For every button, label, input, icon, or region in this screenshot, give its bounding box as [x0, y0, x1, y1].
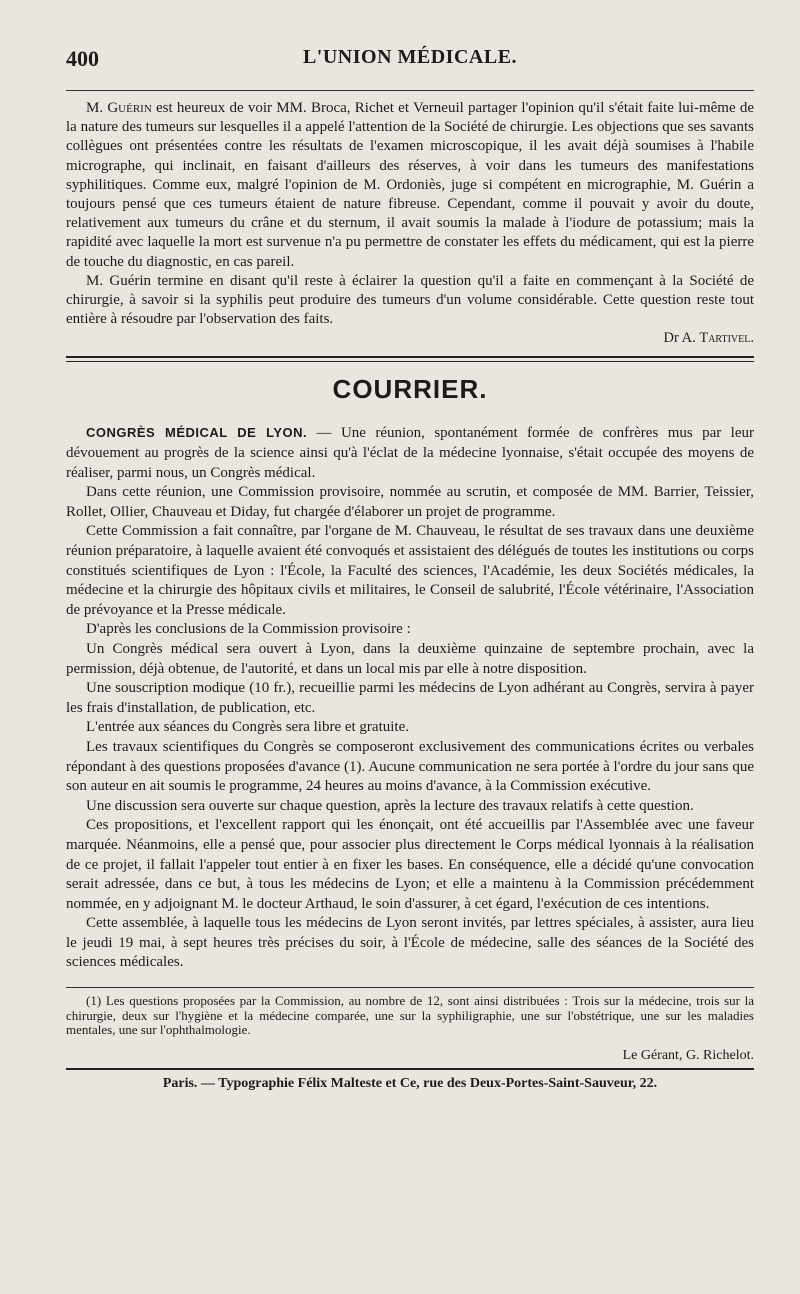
courrier-paragraph-1-text: — Une réunion, spontanément formée de confrères mus par leur dévouement au progrès de la science ainsi qu'à l'éclat de la médecine lyonnaise, s'était occupée des moyens de réaliser, parmi nous, un Congrès médical. — [66, 425, 755, 481]
courrier-paragraph-11: Cette assemblée, à laquelle tous les médecins de Lyon seront invités, par lettres spéciales, à assister, aura lieu le jeudi 19 mai, à sept heures très précises du soir, à l'École de médecine, salle des séances de la Société des sciences médicales. — [66, 915, 754, 971]
courrier-paragraph-1 — [66, 423, 754, 483]
intro-section — [66, 99, 754, 348]
courrier-lead: CONGRÈS MÉDICAL DE LYON. — [86, 425, 308, 441]
courrier-paragraph-3: Cette Commission a fait connaître, par l'organe de M. Chauveau, le résultat de ses travaux dans une deuxième réunion préparatoire, à laquelle avaient été convoqués et assistaient des délégués de toutes les institutions ou corps constitués scientifiques de Lyon : l'École, la Faculté des sciences, l'Académie, les deux Sociétés médicales, la médecine et la chirurgie des hôpitaux civils et militaires, le Conseil de salubrité, l'École vétérinaire, l'Association de prévoyance et la Presse médicale. — [66, 523, 754, 618]
printer-imprint: Paris. — Typographie Félix Malteste et Ce, rue des Deux-Portes-Saint-Sauveur, 22. — [162, 1075, 658, 1091]
intro-paragraph-2: M. Guérin termine en disant qu'il reste à éclairer la question qu'il a faite en commençant à la Société de chirurgie, à savoir si la syphilis peut produire des tumeurs d'un volume considérable. Cette question reste tout entière à résoudre par l'observation des faits. — [66, 272, 754, 328]
page-number: 400 — [66, 46, 99, 71]
section-title: COURRIER. — [332, 374, 488, 405]
courrier-paragraph-8: Les travaux scientifiques du Congrès se composeront exclusivement des communications écrites ou verbales répondant à des questions proposées d'avance (1). Aucune communication ne sera portée à l'ordre du jour sans que son auteur en ait soumis le programme, 24 heures au moins d'avance, à la Commission exécutive. — [66, 738, 754, 795]
section-divider — [66, 356, 754, 362]
footnote: (1) Les questions proposées par la Commission, au nombre de 12, sont ainsi distribuées : Trois sur la médecine, trois sur la chirurgie, deux sur l'hygiène et la médecine comparée, une sur la syphiligraphie, une sur l'obstétrique, une sur les maladies mentales, une sur l'ophthalmologie. — [66, 993, 754, 1038]
courrier-section — [66, 423, 754, 973]
courrier-paragraph-2: Dans cette réunion, une Commission provisoire, nommée au scrutin, et composée de MM. Barrier, Teissier, Rollet, Ollier, Chauveau et Diday, fut chargée d'élaborer un projet de programme. — [66, 484, 754, 520]
intro-paragraph-1-text: est heureux de voir MM. Broca, Richet et Verneuil partager l'opinion qu'il s'était faite lui-même de la nature des tumeurs sur lesquelles il a appelé l'attention de la Société de chirurgie. Les objections que ses savants collègues ont présentées contre les résultats de l'examen microscopique, il les avait déjà soumises à l'habile micrographe, qui inclinait, en faisant d'ailleurs des réserves, à voir dans les tumeurs des manifestations syphilitiques. Comme eux, malgré l'opinion de M. Ordoniès, juge si compétent en micrographie, M. Guérin a toujours pensé que ces tumeurs étaient de nature fibreuse. Cependant, comme il pouvait y avoir du doute, relativement aux tumeurs du crâne et du sternum, il avait soumis la malade à l'iodure de potassium; mais la rapidité avec laquelle la mort est survenue n'a pu permettre de constater les effets du médicament, qui est la pierre de touche du diagnostic, en cas pareil. — [66, 100, 755, 270]
courrier-paragraph-9: Une discussion sera ouverte sur chaque question, après la lecture des travaux relatifs à cette question. — [86, 797, 694, 814]
footnote-rule — [66, 987, 754, 988]
page-header — [66, 46, 754, 80]
courrier-paragraph-4: D'après les conclusions de la Commission provisoire : — [86, 621, 411, 638]
signature-prefix: Dr A. — [663, 330, 700, 347]
intro-paragraph-1 — [66, 99, 754, 272]
intro-name: M. Guérin — [86, 100, 152, 116]
journal-title: L'UNION MÉDICALE. — [302, 46, 518, 68]
header-rule — [66, 90, 754, 91]
manager-signature: Le Gérant, G. Richelot. — [622, 1047, 754, 1063]
signature — [66, 329, 754, 348]
courrier-paragraph-6: Une souscription modique (10 fr.), recueillie parmi les médecins de Lyon adhérant au Congrès, servira à payer les frais d'installation, de publication, etc. — [66, 680, 754, 716]
courrier-paragraph-7: L'entrée aux séances du Congrès sera libre et gratuite. — [86, 719, 409, 736]
footer-rule — [66, 1068, 754, 1070]
signature-name: Tartivel. — [699, 330, 754, 347]
courrier-paragraph-10: Ces propositions, et l'excellent rapport qui les énonçait, ont été accueillis par l'Assemblée avec une faveur marquée. Néanmoins, elle a pensé que, pour associer plus directement le Corps médical lyonnais à la réalisation de ce projet, il fallait l'appeler tout entier à en fixer les bases. En conséquence, elle a décidé qu'une convocation serait adressée, dans ce but, à tous les médecins de Lyon; et elle a maintenu à la Commission précédemment nommée, en y adjoignant M. le docteur Arthaud, le soin d'assurer, à cet égard, l'exécution de ces intentions. — [66, 817, 754, 912]
courrier-paragraph-5: Un Congrès médical sera ouvert à Lyon, dans la deuxième quinzaine de septembre prochain, avec la permission, déjà obtenue, de l'autorité, et dans un local mis par elle à notre disposition. — [66, 640, 754, 677]
